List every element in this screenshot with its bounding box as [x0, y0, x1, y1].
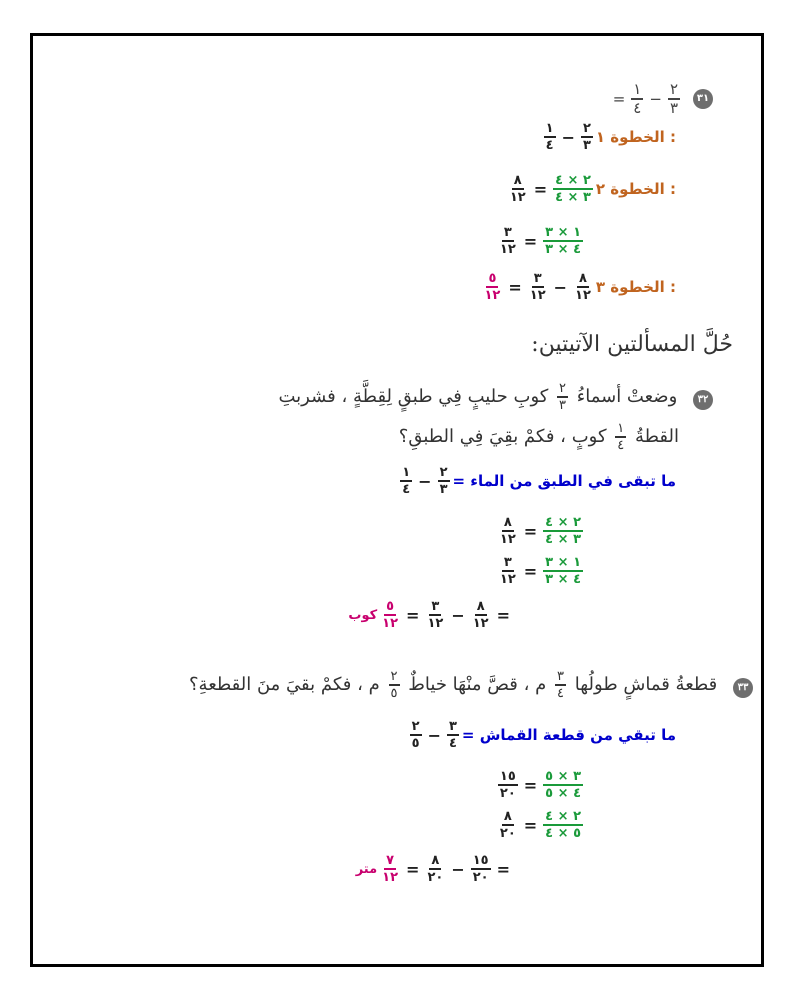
p32-answer-label: ما تبقى في الطبق من الماء =: [452, 472, 676, 490]
p33-final: = ١٥ ٢٠ − ٨ ٢٠ = ٧ ١٢ متر: [355, 853, 510, 885]
step1-label: الخطوة ١ :: [595, 128, 676, 146]
p33-answer-line: ما تبقي من قطعة القماش = ٣ ٤ − ٢ ٥: [411, 719, 676, 751]
step2-label: الخطوة ٢ :: [595, 180, 676, 198]
section-heading: حُلَّ المسألتين الآتيتين:: [531, 332, 733, 357]
p32-text-line1: ٣٢ وضعتْ أسماءُ ٢ ٣ كوبِ حليبٍ فِي طبقٍ لِقِطَّةٍ ، فشربتِ: [279, 382, 714, 412]
p32-badge: ٣٢: [693, 390, 713, 410]
p31-badge: ٣١: [693, 89, 713, 109]
p31-step2: الخطوة ٢ : ٢ × ٤ ٣ × ٤ = ٨ ١٢: [509, 173, 676, 205]
p33-row1: ٣ × ٥ ٤ × ٥ = ١٥ ٢٠: [499, 769, 581, 801]
p33-row2: ٢ × ٤ ٥ × ٤ = ٨ ٢٠: [499, 809, 581, 841]
page-frame: [30, 33, 764, 967]
p31-step1: الخطوة ١ : ٢ ٣ − ١ ٤: [545, 121, 676, 153]
step3-label: الخطوة ٣ :: [595, 278, 676, 296]
p31-step2b: ١ × ٣ ٤ × ٣ = ٣ ١٢: [499, 225, 581, 257]
p32-unit: كوب: [348, 607, 378, 623]
p33-text: ٣٣ قطعةُ قماشٍ طولُها ٣ ٤ م ، قصَّ منْهَا خياطٌ ٢ ٥ م ، فكمْ بقيَ منَ القطعةِ؟: [189, 670, 753, 700]
p33-badge: ٣٣: [733, 678, 753, 698]
p32-row1: ٢ × ٤ ٣ × ٤ = ٨ ١٢: [499, 515, 581, 547]
p33-answer-label: ما تبقي من قطعة القماش =: [461, 726, 676, 744]
p32-text-line2: القطةُ ١ ٤ كوبٍ ، فكمْ بقِيَ فِي الطبقِ؟: [398, 421, 679, 453]
p31-expression: ٣١ ٢ ٣ − ١ ٤ =: [610, 82, 713, 116]
p32-row2: ١ × ٣ ٤ × ٣ = ٣ ١٢: [499, 555, 581, 587]
p31-step3: الخطوة ٣ : ٨ ١٢ − ٣ ١٢ = ٥ ١٢: [484, 271, 676, 303]
p33-unit: متر: [355, 861, 378, 877]
p32-answer-line: ما تبقى في الطبق من الماء = ٢ ٣ − ١ ٤: [402, 465, 676, 497]
p32-final: = ٨ ١٢ − ٣ ١٢ = ٥ ١٢ كوب: [348, 599, 510, 631]
